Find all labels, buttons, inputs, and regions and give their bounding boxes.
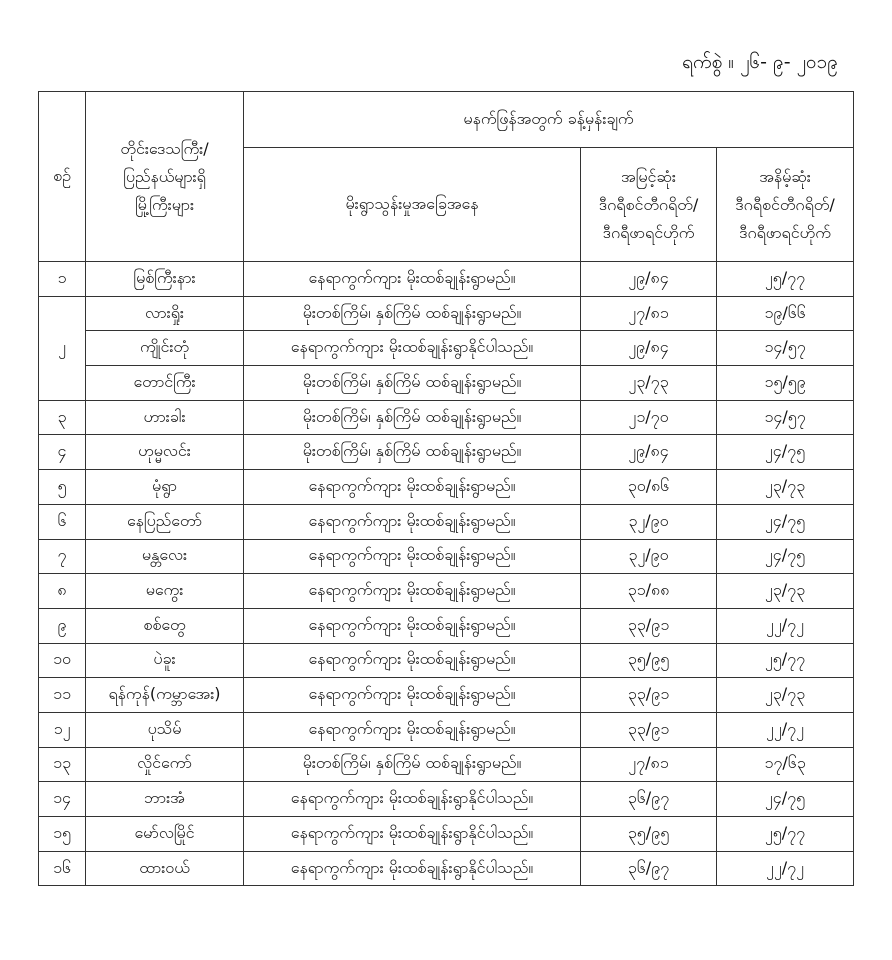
- min-temp: ၂၂/၇၂: [717, 712, 854, 747]
- min-temp: ၁၇/၆၃: [717, 747, 854, 782]
- max-temp: ၂၇/၈၁: [581, 296, 717, 331]
- forecast-table-body: [39, 262, 854, 886]
- table-row: [39, 470, 854, 505]
- rain-condition: မိုးတစ်ကြိမ်၊ နှစ်ကြိမ် ထစ်ချုန်းရွာမည်။: [244, 435, 581, 470]
- header-region-line: မြို့ကြီးများ: [134, 194, 194, 214]
- rain-condition: နေရာကွက်ကျား မိုးထစ်ချုန်းရွာမည်။: [244, 608, 581, 643]
- max-temp: ၃၂/၉၀: [581, 539, 717, 574]
- row-number: ၉: [39, 608, 86, 643]
- min-temp: ၁၄/၅၇: [717, 400, 854, 435]
- row-number: ၂: [39, 296, 86, 400]
- row-number: ၁၄: [39, 782, 86, 817]
- header-max-temp: [581, 148, 717, 262]
- max-temp: ၃၃/၉၁: [581, 608, 717, 643]
- rain-condition: နေရာကွက်ကျား မိုးထစ်ချုန်းရွာမည်။: [244, 574, 581, 609]
- rain-condition: နေရာကွက်ကျား မိုးထစ်ချုန်းရွာနိုင်ပါသည်။: [244, 331, 581, 366]
- max-temp: ၃၆/၉၇: [581, 851, 717, 886]
- min-temp: ၂၅/၇၇: [717, 643, 854, 678]
- rain-condition: နေရာကွက်ကျား မိုးထစ်ချုန်းရွာမည်။: [244, 539, 581, 574]
- rain-condition: မိုးတစ်ကြိမ်၊ နှစ်ကြိမ် ထစ်ချုန်းရွာမည်။: [244, 747, 581, 782]
- city-name: မန္တလေး: [86, 539, 244, 574]
- max-temp: ၃၅/၉၅: [581, 817, 717, 852]
- table-row: [39, 747, 854, 782]
- table-row: [39, 574, 854, 609]
- city-name: ထားဝယ်: [86, 851, 244, 886]
- header-region: [86, 92, 244, 262]
- min-temp: ၂၂/၇၂: [717, 608, 854, 643]
- max-temp: ၂၇/၈၁: [581, 747, 717, 782]
- city-name: ပဲခူး: [86, 643, 244, 678]
- city-name: ကျိုင်းတုံ: [86, 331, 244, 366]
- header-max-line: ဒီဂရီဖာရင်ဟိုက်: [602, 222, 695, 242]
- min-temp: ၁၉/၆၆: [717, 296, 854, 331]
- table-row: [39, 435, 854, 470]
- table-row: [39, 643, 854, 678]
- rain-condition: နေရာကွက်ကျား မိုးထစ်ချုန်းရွာမည်။: [244, 712, 581, 747]
- city-name: ဟားခါး: [86, 400, 244, 435]
- city-name: နေပြည်တော်: [86, 504, 244, 539]
- min-temp: ၂၅/၇၇: [717, 817, 854, 852]
- table-row: [39, 608, 854, 643]
- city-name: လားရှိုး: [86, 296, 244, 331]
- max-temp: ၃၀/၈၆: [581, 470, 717, 505]
- table-row: [39, 366, 854, 401]
- city-name: ဟုမ္မလင်း: [86, 435, 244, 470]
- table-row: [39, 400, 854, 435]
- rain-condition: နေရာကွက်ကျား မိုးထစ်ချုန်းရွာမည်။: [244, 262, 581, 297]
- min-temp: ၁၄/၅၇: [717, 331, 854, 366]
- max-temp: ၃၆/၉၇: [581, 782, 717, 817]
- row-number: ၁၆: [39, 851, 86, 886]
- city-name: မကွေး: [86, 574, 244, 609]
- min-temp: ၂၃/၇၃: [717, 470, 854, 505]
- min-temp: ၁၅/၅၉: [717, 366, 854, 401]
- max-temp: ၃၃/၉၁: [581, 678, 717, 713]
- row-number: ၇: [39, 539, 86, 574]
- min-temp: ၂၄/၇၅: [717, 782, 854, 817]
- min-temp: ၂၅/၇၇: [717, 262, 854, 297]
- header-min-line: ဒီဂရီဖာရင်ဟိုက်: [739, 222, 831, 242]
- min-temp: ၂၄/၇၅: [717, 539, 854, 574]
- max-temp: ၃၅/၉၅: [581, 643, 717, 678]
- city-name: စစ်တွေ: [86, 608, 244, 643]
- rain-condition: နေရာကွက်ကျား မိုးထစ်ချုန်းရွာနိုင်ပါသည်။: [244, 851, 581, 886]
- weather-forecast-table: [38, 91, 854, 886]
- min-temp: ၂၃/၇၃: [717, 678, 854, 713]
- min-temp: ၂၃/၇၃: [717, 574, 854, 609]
- row-number: ၁၀: [39, 643, 86, 678]
- row-number: ၁၅: [39, 817, 86, 852]
- max-temp: ၃၂/၉၀: [581, 504, 717, 539]
- table-row: [39, 262, 854, 297]
- city-name: မော်လမြိုင်: [86, 817, 244, 852]
- rain-condition: မိုးတစ်ကြိမ်၊ နှစ်ကြိမ် ထစ်ချုန်းရွာမည်။: [244, 366, 581, 401]
- rain-condition: နေရာကွက်ကျား မိုးထစ်ချုန်းရွာနိုင်ပါသည်။: [244, 782, 581, 817]
- max-temp: ၂၉/၈၄: [581, 262, 717, 297]
- city-name: တောင်ကြီး: [86, 366, 244, 401]
- header-max-line: ဒီဂရီစင်တီဂရိတ်/: [598, 194, 699, 214]
- table-row: [39, 678, 854, 713]
- max-temp: ၂၉/၈၄: [581, 435, 717, 470]
- header-max-line: အမြင့်ဆုံး: [621, 166, 676, 186]
- min-temp: ၂၄/၇၅: [717, 504, 854, 539]
- rain-condition: နေရာကွက်ကျား မိုးထစ်ချုန်းရွာမည်။: [244, 643, 581, 678]
- max-temp: ၃၃/၉၁: [581, 712, 717, 747]
- table-row: [39, 851, 854, 886]
- min-temp: ၂၄/၇၅: [717, 435, 854, 470]
- row-number: ၁: [39, 262, 86, 297]
- row-number: ၃: [39, 400, 86, 435]
- rain-condition: မိုးတစ်ကြိမ်၊ နှစ်ကြိမ် ထစ်ချုန်းရွာမည်။: [244, 296, 581, 331]
- city-name: မြစ်ကြီးနား: [86, 262, 244, 297]
- rain-condition: နေရာကွက်ကျား မိုးထစ်ချုန်းရွာမည်။: [244, 504, 581, 539]
- table-row: [39, 296, 854, 331]
- header-min-temp: [717, 148, 854, 262]
- max-temp: ၃၁/၈၈: [581, 574, 717, 609]
- row-number: ၁၁: [39, 678, 86, 713]
- header-no: စဉ်: [39, 92, 86, 262]
- table-row: [39, 331, 854, 366]
- row-number: ၄: [39, 435, 86, 470]
- row-number: ၁၂: [39, 712, 86, 747]
- rain-condition: နေရာကွက်ကျား မိုးထစ်ချုန်းရွာနိုင်ပါသည်။: [244, 817, 581, 852]
- row-number: ၆: [39, 504, 86, 539]
- row-number: ၁၃: [39, 747, 86, 782]
- table-row: [39, 504, 854, 539]
- rain-condition: နေရာကွက်ကျား မိုးထစ်ချုန်းရွာမည်။: [244, 678, 581, 713]
- table-row: [39, 539, 854, 574]
- rain-condition: နေရာကွက်ကျား မိုးထစ်ချုန်းရွာမည်။: [244, 470, 581, 505]
- max-temp: ၂၃/၇၃: [581, 366, 717, 401]
- header-forecast-group: မနက်ဖြန်အတွက် ခန့်မှန်းချက်: [244, 92, 854, 148]
- city-name: ရန်ကုန်(ကမ္ဘာအေး): [86, 678, 244, 713]
- city-name: ဘားအံ: [86, 782, 244, 817]
- table-row: [39, 782, 854, 817]
- row-number: ၅: [39, 470, 86, 505]
- document-date: ရက်စွဲ ။ ၂၆- ၉- ၂၀၁၉: [682, 51, 838, 73]
- rain-condition: မိုးတစ်ကြိမ်၊ နှစ်ကြိမ် ထစ်ချုန်းရွာမည်။: [244, 400, 581, 435]
- header-condition: မိုးရွာသွန်းမှုအခြေအနေ: [244, 148, 581, 262]
- header-min-line: ဒီဂရီစင်တီဂရိတ်/: [735, 194, 835, 214]
- header-region-line: ပြည်နယ်များရှိ: [123, 166, 206, 186]
- min-temp: ၂၂/၇၂: [717, 851, 854, 886]
- max-temp: ၂၁/၇၀: [581, 400, 717, 435]
- city-name: လှိုင်ကော်: [86, 747, 244, 782]
- row-number: ၈: [39, 574, 86, 609]
- header-region-line: တိုင်းဒေသကြီး/: [120, 138, 209, 158]
- max-temp: ၂၉/၈၄: [581, 331, 717, 366]
- city-name: ပုသိမ်: [86, 712, 244, 747]
- table-row: [39, 712, 854, 747]
- city-name: မုံရွာ: [86, 470, 244, 505]
- header-min-line: အနိမ့်ဆုံး: [759, 166, 811, 186]
- table-row: [39, 817, 854, 852]
